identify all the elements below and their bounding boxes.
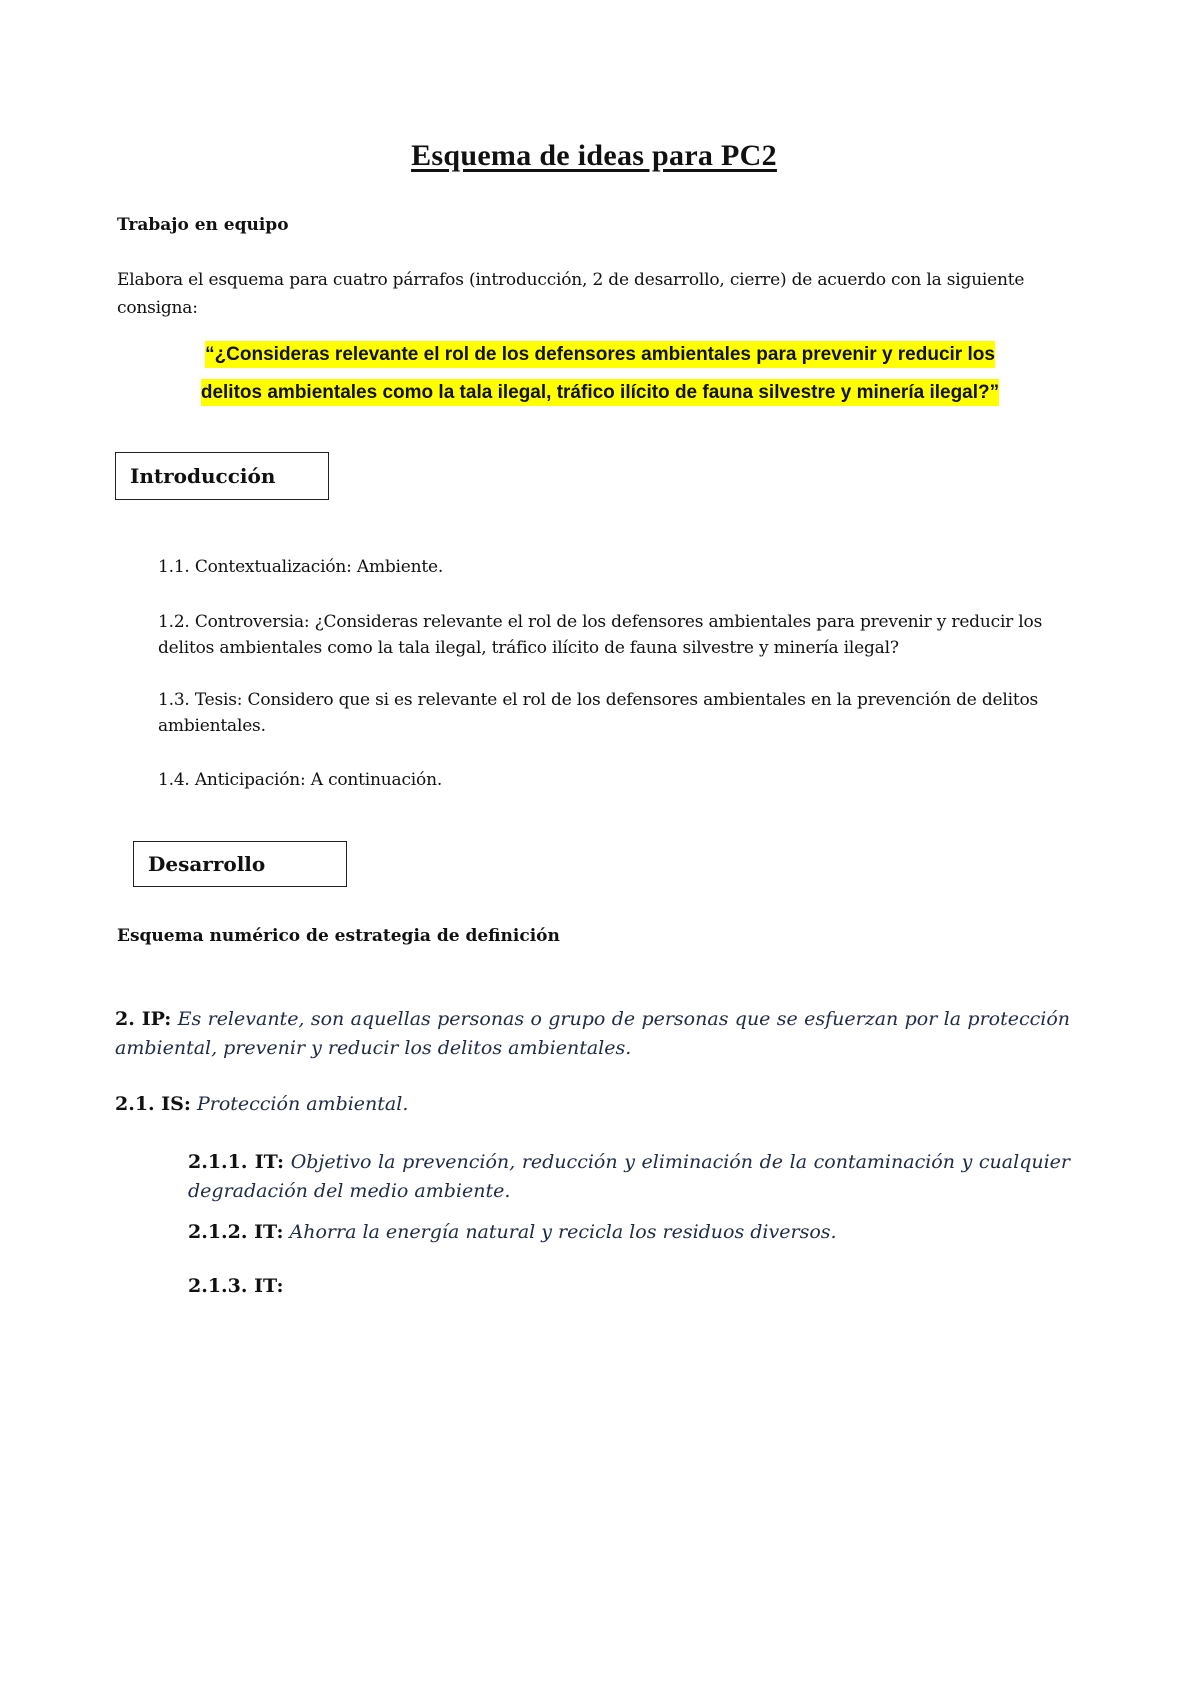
consigna-line-1: “¿Consideras relevante el rol de los defensores ambientales para prevenir y reducir los [205,341,995,368]
idea-terciaria-3 [188,1272,1070,1301]
instructions-paragraph: Elabora el esquema para cuatro párrafos (introducción, 2 de desarrollo, cierre) de acuerdo con la siguiente consigna: [117,270,1025,318]
idea-terciaria-1 [188,1148,1070,1206]
it1-text: Objetivo la prevención, reducción y eliminación de la contaminación y cualquier degradación del medio ambiente. [188,1151,1071,1202]
introduccion-heading: Introducción [130,464,276,488]
document-title: Esquema de ideas para PC2 [411,139,777,172]
desarrollo-heading-box [133,841,347,887]
introduccion-heading-box [115,452,329,500]
scheme-heading: Esquema numérico de estrategia de definición [117,926,560,946]
consigna-line-2: delitos ambientales como la tala ilegal, tráfico ilícito de fauna silvestre y minería ilegal?” [201,379,999,406]
intro-item-anticipacion: 1.4. Anticipación: A continuación. [158,770,443,790]
intro-item-contextualizacion: 1.1. Contextualización: Ambiente. [158,557,444,577]
ip-text: Es relevante, son aquellas personas o grupo de personas que se esfuerzan por la protección ambiental, prevenir y reducir los delitos ambientales. [115,1008,1071,1059]
it1-label: 2.1.1. IT: [188,1151,285,1173]
intro-item-controversia: 1.2. Controversia: ¿Consideras relevante el rol de los defensores ambientales para prevenir y reducir los delitos ambientales como la tala ilegal, tráfico ilícito de fauna silvestre y minería ilegal? [158,612,1043,658]
it2-label: 2.1.2. IT: [188,1221,284,1243]
it3-label: 2.1.3. IT: [188,1275,284,1297]
ip-label: 2. IP: [115,1008,172,1030]
intro-item-tesis: 1.3. Tesis: Considero que si es relevante el rol de los defensores ambientales en la prevención de delitos ambientales. [158,690,1039,736]
idea-terciaria-2 [188,1218,1070,1247]
consigna-question [150,336,1050,412]
is-label: 2.1. IS: [115,1093,191,1115]
it2-text: Ahorra la energía natural y recicla los residuos diversos. [289,1221,837,1243]
idea-secundaria [115,1090,1070,1119]
subtitle: Trabajo en equipo [117,215,289,235]
idea-principal [115,1005,1070,1063]
desarrollo-heading: Desarrollo [148,852,266,876]
is-text: Protección ambiental. [196,1093,409,1115]
